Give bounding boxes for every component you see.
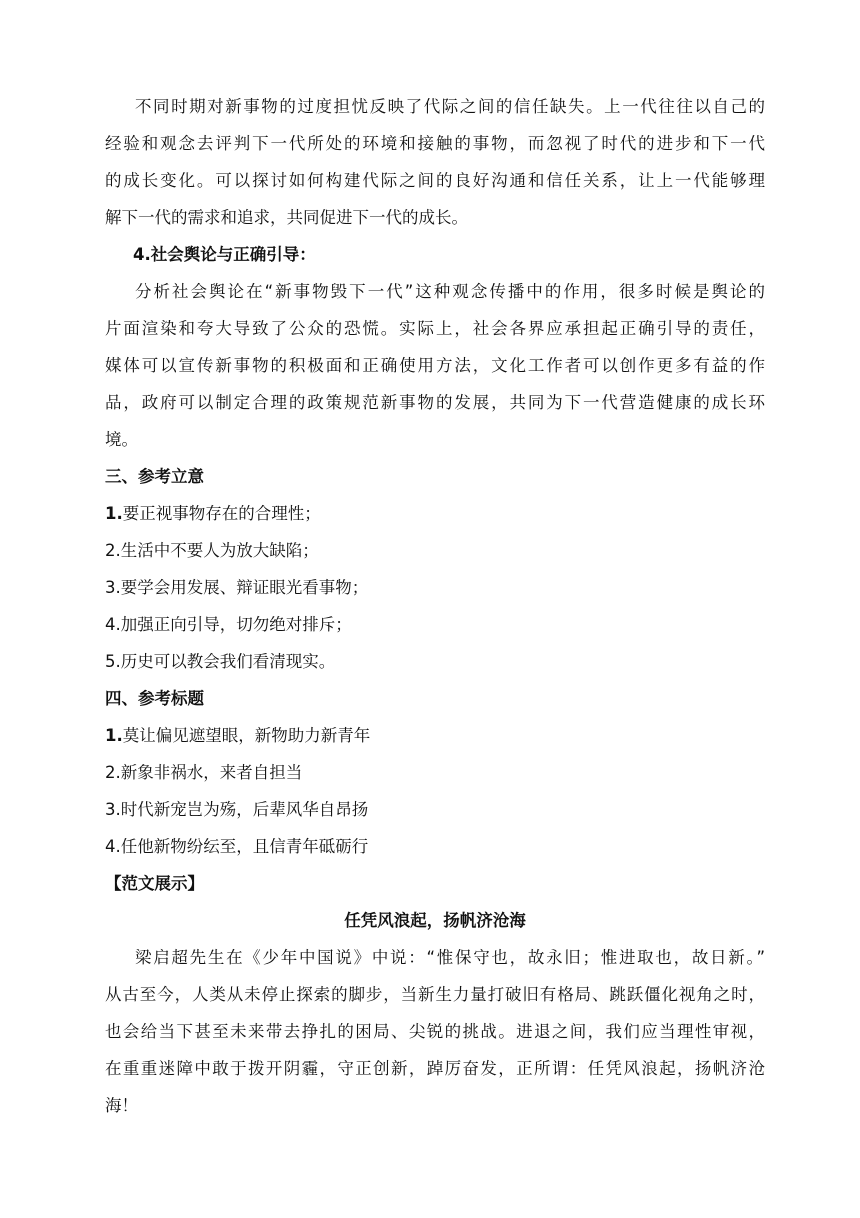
- paragraph-line: 境。: [105, 430, 138, 449]
- paragraph-line: 品，政府可以制定合理的政策规范新事物的发展，共同为下一代营造健康的成长环: [105, 393, 765, 412]
- list-item-number: 5.: [105, 652, 121, 671]
- essay-title: 任凭风浪起，扬帆济沧海: [344, 911, 526, 930]
- list-item: [105, 532, 765, 569]
- list-item-number: 4.: [105, 615, 121, 634]
- list-item-number: 2.: [105, 763, 121, 782]
- list-item-text: 新象非祸水，来者自担当: [120, 763, 303, 782]
- paragraph-line: 在重重迷障中敢于拨开阴霾，守正创新，踔厉奋发，正所谓：任凭风浪起，扬帆济沧: [105, 1059, 765, 1078]
- section-heading: 四、参考标题: [105, 689, 204, 708]
- section-heading: 三、参考立意: [105, 467, 204, 486]
- list-item: [105, 495, 765, 532]
- list-item-text: 要学会用发展、辩证眼光看事物；: [120, 578, 369, 597]
- subsection-heading: 4.社会舆论与正确引导：: [133, 245, 316, 264]
- list-item-text: 历史可以教会我们看清现实。: [120, 652, 336, 671]
- list-item: [105, 791, 765, 828]
- list-item-text: 任他新物纷纭至，且信青年砥砺行: [120, 837, 369, 856]
- paragraph-line: 从古至今，人类从未停止探索的脚步，当新生力量打破旧有格局、跳跃僵化视角之时，: [105, 985, 765, 1004]
- list-item-number: 1.: [105, 504, 123, 523]
- list-item: [105, 754, 765, 791]
- paragraph-line: 片面渲染和夸大导致了公众的恐慌。实际上，社会各界应承担起正确引导的责任，: [105, 319, 765, 338]
- paragraph-line: 海！: [105, 1096, 138, 1115]
- list-item: [105, 643, 765, 680]
- list-item-number: 2.: [105, 541, 121, 560]
- list-item: [105, 717, 765, 754]
- list-item-text: 生活中不要人为放大缺陷；: [120, 541, 319, 560]
- list-item-number: 3.: [105, 578, 121, 597]
- list-item: [105, 606, 765, 643]
- paragraph-line: 也会给当下甚至未来带去挣扎的困局、尖锐的挑战。进退之间，我们应当理性审视，: [105, 1022, 765, 1041]
- paragraph-line: 分析社会舆论在“新事物毁下一代”这种观念传播中的作用，很多时候是舆论的: [135, 282, 765, 301]
- document-page: [105, 88, 765, 1124]
- list-item-text: 要正视事物存在的合理性；: [122, 504, 321, 523]
- list-item: [105, 828, 765, 865]
- paragraph-line: 解下一代的需求和追求，共同促进下一代的成长。: [105, 208, 468, 227]
- paragraph-line: 经验和观念去评判下一代所处的环境和接触的事物，而忽视了时代的进步和下一代: [105, 134, 765, 153]
- sample-essay-label: 【范文展示】: [105, 874, 204, 893]
- list-item-number: 3.: [105, 800, 121, 819]
- paragraph-line: 不同时期对新事物的过度担忧反映了代际之间的信任缺失。上一代往往以自己的: [135, 97, 765, 116]
- list-item-number: 1.: [105, 726, 123, 745]
- paragraph-line: 梁启超先生在《少年中国说》中说：“惟保守也，故永旧；惟进取也，故日新。”: [135, 948, 765, 967]
- list-item: [105, 569, 765, 606]
- paragraph-line: 媒体可以宣传新事物的积极面和正确使用方法，文化工作者可以创作更多有益的作: [105, 356, 765, 375]
- list-item-text: 时代新宠岂为殇，后辈风华自昂扬: [120, 800, 369, 819]
- list-item-text: 莫让偏见遮望眼，新物助力新青年: [122, 726, 371, 745]
- paragraph-line: 的成长变化。可以探讨如何构建代际之间的良好沟通和信任关系，让上一代能够理: [105, 171, 765, 190]
- list-item-text: 加强正向引导，切勿绝对排斥；: [120, 615, 352, 634]
- list-item-number: 4.: [105, 837, 121, 856]
